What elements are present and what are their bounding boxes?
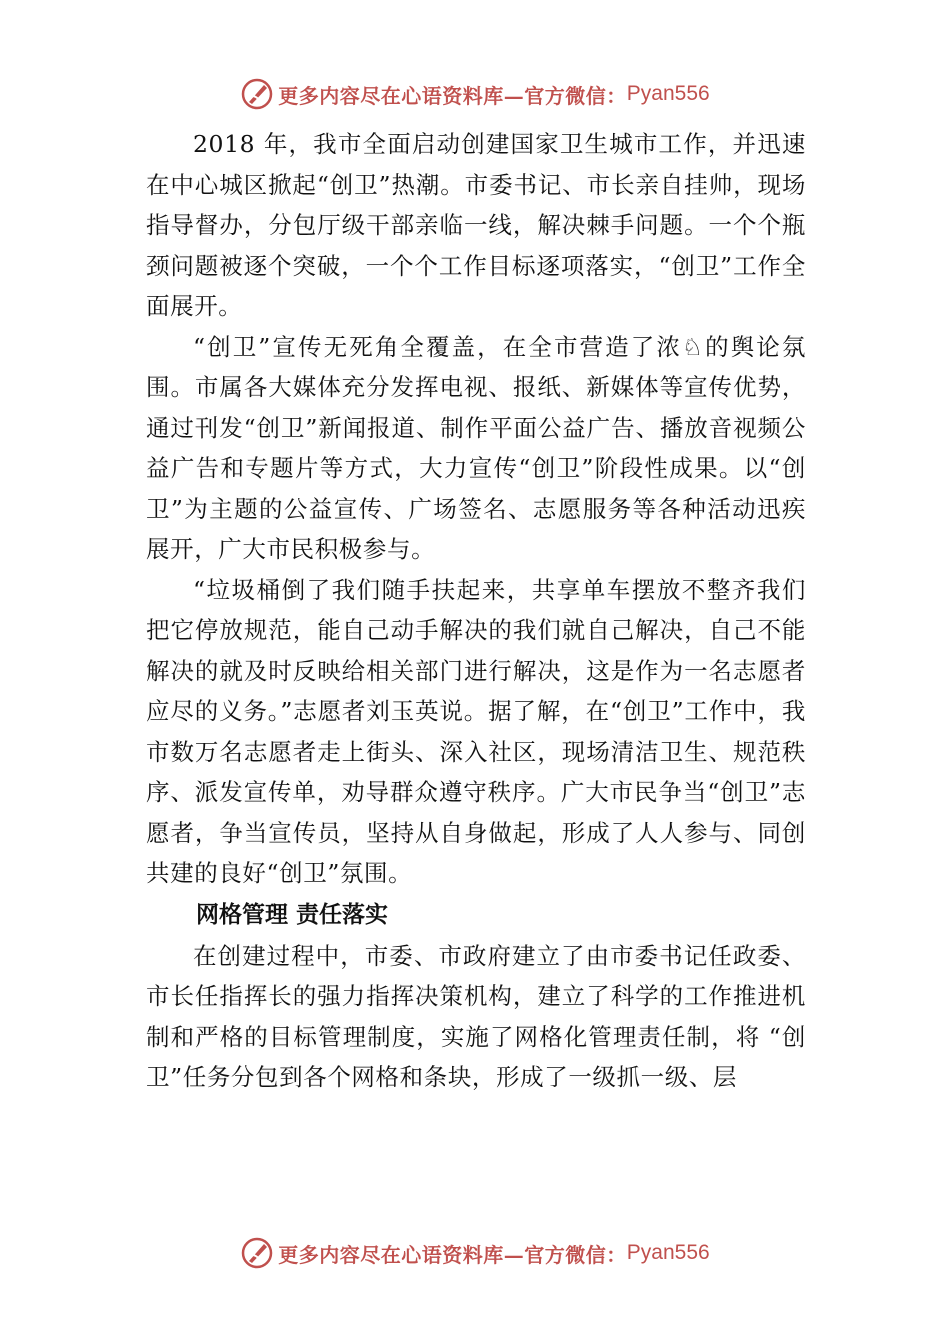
section-heading: 网格管理 责任落实	[196, 901, 389, 928]
footer-banner-text: 更多内容尽在心语资料库—官方微信：	[278, 1242, 627, 1267]
document-body	[146, 124, 806, 1098]
paragraph-4: 在创建过程中，市委、市政府建立了由市委书记任政委、市长任指挥长的强力指挥决策机构，建立了科学的工作推进机制和严格的目标管理制度，实施了网格化管理责任制，将 “创卫”任务分包到各个网格和条块，形成了一级抓一级、层	[146, 941, 806, 1091]
paragraph-3: “垃圾桶倒了我们随手扶起来，共享单车摆放不整齐我们把它停放规范，能自己动手解决的我们就自己解决，自己不能解决的就及时反映给相关部门进行解决，这是作为一名志愿者应尽的义务。”志愿者刘玉英说。据了解，在“创卫”工作中，我市数万名志愿者走上街头、深入社区，现场清洁卫生、规范秩序、派发宣传单，劝导群众遵守秩序。广大市民争当“创卫”志愿者，争当宣传员，坚持从自身做起，形成了人人参与、同创共建的良好“创卫”氛围。	[146, 575, 806, 887]
pen-circle-logo-icon	[240, 77, 274, 111]
footer-banner	[0, 1231, 950, 1275]
paragraph-2: “创卫”宣传无死角全覆盖，在全市营造了浓♘的舆论氛围。市属各大媒体充分发挥电视、报纸、新媒体等宣传优势，通过刊发“创卫”新闻报道、制作平面公益广告、播放音视频公益广告和专题片等方式，大力宣传“创卫”阶段性成果。以“创卫”为主题的公益宣传、广场签名、志愿服务等各种活动迅疾展开，广大市民积极参与。	[146, 332, 806, 563]
header-banner-text: 更多内容尽在心语资料库—官方微信：	[278, 83, 627, 108]
header-banner-handle: Pyan556	[626, 82, 710, 105]
pen-circle-logo-icon	[240, 1236, 274, 1270]
paragraph-1: 2018 年，我市全面启动创建国家卫生城市工作，并迅速在中心城区掀起“创卫”热潮。市委书记、市长亲自挂帅，现场指导督办，分包厅级干部亲临一线，解决棘手问题。一个个瓶颈问题被逐个突破，一个个工作目标逐项落实，“创卫”工作全面展开。	[146, 130, 806, 320]
header-banner	[0, 72, 950, 116]
footer-banner-handle: Pyan556	[626, 1241, 710, 1264]
